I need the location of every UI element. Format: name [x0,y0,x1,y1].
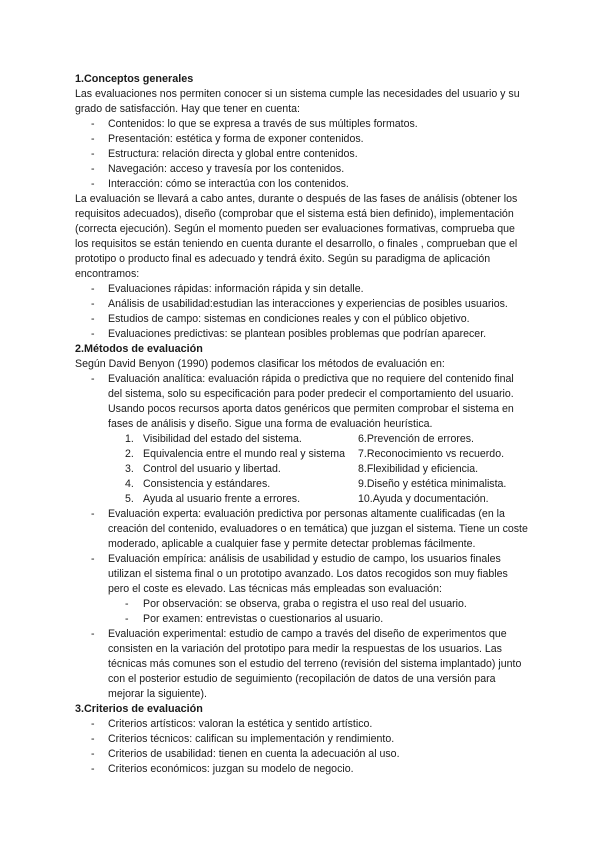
section-1-list-2 [75,282,530,342]
heuristic-right: 9.Diseño y estética minimalista. [358,478,507,490]
heuristic-number: 1. [125,433,134,445]
heuristic-number: 3. [125,463,134,475]
table-row [125,462,506,477]
heuristic-number: 4. [125,478,134,490]
list-item: - Contenidos: lo que se expresa a través de sus múltiples formatos. [91,117,530,132]
list-item: - Estudios de campo: sistemas en condiciones reales y con el público objetivo. [91,312,530,327]
section-3-list [75,717,530,777]
table-row [125,447,506,462]
list-item: - Navegación: acceso y travesía por los contenidos. [91,162,530,177]
heuristic-left: Equivalencia entre el mundo real y sistema [143,448,345,460]
heuristic-right: 6.Prevención de errores. [358,433,475,445]
heuristic-right: 8.Flexibilidad y eficiencia. [358,463,479,475]
heuristic-right: 7.Reconocimiento vs recuerdo. [358,448,505,460]
list-item: - Criterios artísticos: valoran la estética y sentido artístico. [91,717,530,732]
analitica-text: Evaluación analítica: evaluación rápida o predictiva que no requiere del contenido final del sistema, solo su especificación para poder predecir el comportamiento del usuario. Usando pocos recursos aporta datos genéricos que permiten comprobar el sistema en fases de análisis y diseño. Sigue una forma de evaluación heurística. [108,373,514,430]
table-row [125,432,506,447]
list-item: - Evaluaciones predictivas: se plantean posibles problemas que podrían aparecer. [91,327,530,342]
heuristics-table [125,432,506,507]
section-1-list [75,117,530,192]
list-item: - Estructura: relación directa y global entre contenidos. [91,147,530,162]
heuristic-right: 10.Ayuda y documentación. [358,493,489,505]
list-item: - Análisis de usabilidad:estudian las interacciones y experiencias de posibles usuarios. [91,297,530,312]
table-row [125,492,506,507]
heuristic-left: Ayuda al usuario frente a errores. [143,493,301,505]
heuristic-left: Visibilidad del estado del sistema. [143,433,302,445]
heuristic-left: Control del usuario y libertad. [143,463,281,475]
list-item: - Interacción: cómo se interactúa con los contenidos. [91,177,530,192]
heuristic-number: 2. [125,448,134,460]
section-1-title: 1.Conceptos generales [75,73,194,85]
section-3-title: 3.Criterios de evaluación [75,703,203,715]
list-item: - Criterios técnicos: califican su implementación y rendimiento. [91,732,530,747]
list-item: - Por observación: se observa, graba o registra el uso real del usuario. [125,597,530,612]
document-page [75,72,530,777]
table-row [125,477,506,492]
list-item: - Criterios económicos: juzgan su modelo de negocio. [91,762,530,777]
list-item-empirica [91,552,530,627]
list-item-analitica [91,372,530,507]
list-item: - Presentación: estética y forma de exponer contenidos. [91,132,530,147]
list-item: - Evaluaciones rápidas: información rápida y sin detalle. [91,282,530,297]
heuristic-number: 5. [125,493,134,505]
list-item-experimental: - Evaluación experimental: estudio de campo a través del diseño de experimentos que consisten en la variación del prototipo para medir la respuestas de los usuarios. Las técnicas más comunes son el estudio del terreno (revisión del sistema implantado) junto con el posterior estudio de seguimiento (recopilación de datos de una versión para mejorar la siguiente). [91,627,530,702]
section-2-intro: Según David Benyon (1990) podemos clasificar los métodos de evaluación en: [75,358,445,370]
list-item: - Criterios de usabilidad: tienen en cuenta la adecuación al uso. [91,747,530,762]
section-2-title: 2.Métodos de evaluación [75,343,203,355]
list-item: - Por examen: entrevistas o cuestionarios al usuario. [125,612,530,627]
section-2-list [75,372,530,702]
empirica-text: Evaluación empírica: análisis de usabilidad y estudio de campo, los usuarios finales utilizan el sistema final o un prototipo avanzado. Los datos recogidos son muy fiables pero el coste es elevado. Las técnicas más empleadas son evaluación: [108,553,508,595]
section-1-intro: Las evaluaciones nos permiten conocer si un sistema cumple las necesidades del usuario y su grado de satisfacción. Hay que tener en cuenta: [75,88,520,115]
list-item-experta: - Evaluación experta: evaluación predictiva por personas altamente cualificadas (en la creación del contenido, evaluadores o en temática) que juzgan el sistema. Tiene un coste moderado, aplicable a cualquier fase y permite detectar problemas fácilmente. [91,507,530,552]
section-1-paragraph: La evaluación se llevará a cabo antes, durante o después de las fases de análisis (obtener los requisitos adecuados), diseño (comprobar que el sistema está bien definido), implementación (correcta ejecución). Según el momento pueden ser evaluaciones formativas, comprueba que los requisitos se están teniendo en cuenta durante el desarrollo, o finales , comprueban que el prototipo o producto final es adecuado y tendrá éxito. Según su paradigma de aplicación encontramos: [75,193,518,280]
heuristic-left: Consistencia y estándares. [143,478,271,490]
empirica-sublist [108,597,530,627]
